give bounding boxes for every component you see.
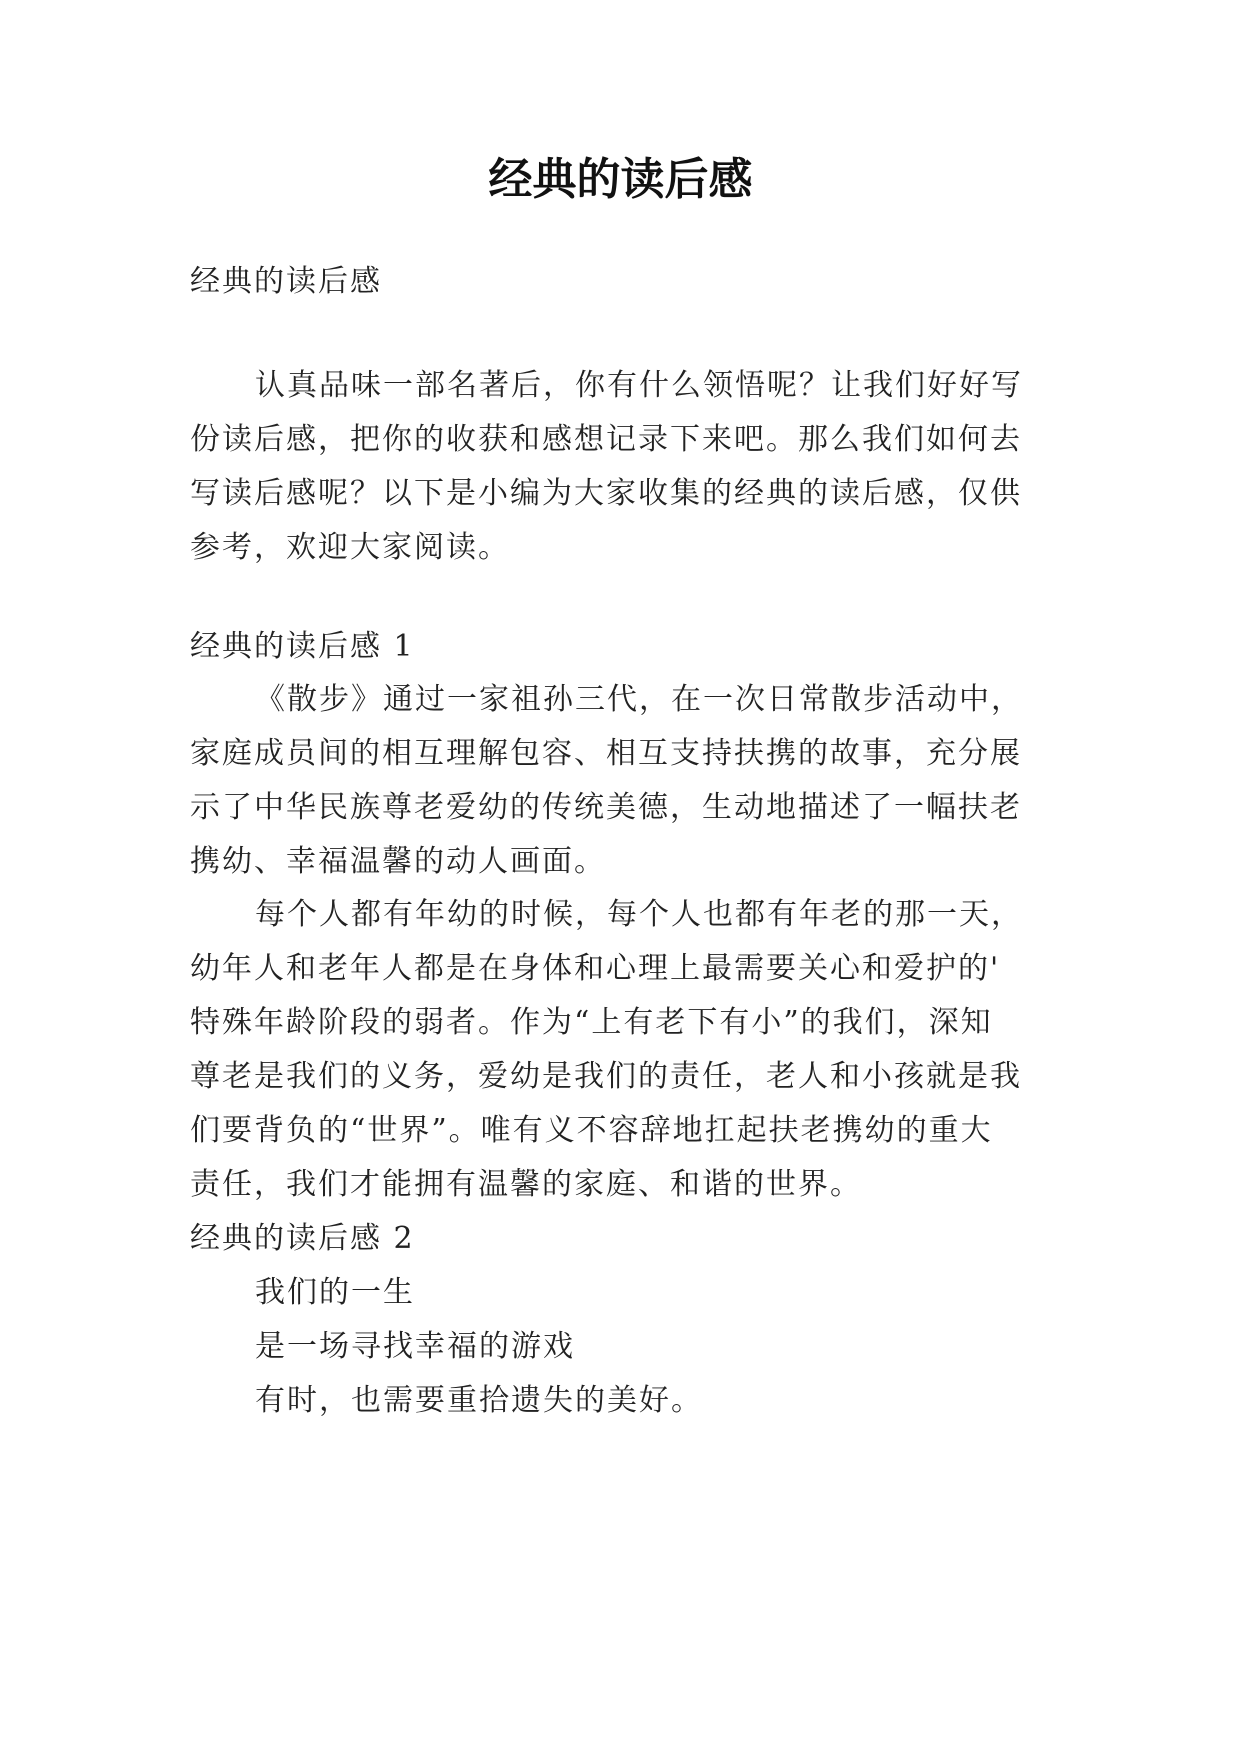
section1-para1-line: 《散步》通过一家祖孙三代，在一次日常散步活动中， [255, 682, 1023, 717]
section1-heading: 经典的读后感 1 [190, 629, 415, 664]
intro-line: 参考，欢迎大家阅读。 [190, 530, 510, 565]
section1-para1-line: 示了中华民族尊老爱幼的传统美德，生动地描述了一幅扶老 [190, 790, 1022, 825]
section2-line: 有时，也需要重拾遗失的美好。 [255, 1383, 703, 1418]
intro-line: 写读后感呢？以下是小编为大家收集的经典的读后感，仅供 [190, 476, 1022, 511]
document-title: 经典的读后感 [488, 154, 753, 205]
section2-line: 我们的一生 [255, 1275, 415, 1310]
section1-para1-line: 家庭成员间的相互理解包容、相互支持扶携的故事，充分展 [190, 736, 1022, 771]
section1-para2-line: 尊老是我们的义务，爱幼是我们的责任，老人和小孩就是我 [190, 1059, 1022, 1094]
intro-line: 认真品味一部名著后，你有什么领悟呢？让我们好好写 [255, 368, 1023, 403]
section1-para2-line: 每个人都有年幼的时候，每个人也都有年老的那一天， [255, 897, 1023, 932]
section1-para2-line: 们要背负的“世界”。唯有义不容辞地扛起扶老携幼的重大 [190, 1113, 993, 1148]
intro-line: 份读后感，把你的收获和感想记录下来吧。那么我们如何去 [190, 422, 1022, 457]
document-subtitle: 经典的读后感 [190, 264, 382, 299]
section1-para2-line: 责任，我们才能拥有温馨的家庭、和谐的世界。 [190, 1167, 862, 1202]
section1-para2-line: 特殊年龄阶段的弱者。作为“上有老下有小”的我们，深知 [190, 1005, 993, 1040]
section2-heading: 经典的读后感 2 [190, 1221, 415, 1256]
section1-para2-line: 幼年人和老年人都是在身体和心理上最需要关心和爱护的' [190, 951, 1001, 986]
section2-line: 是一场寻找幸福的游戏 [255, 1329, 575, 1364]
section1-para1-line: 携幼、幸福温馨的动人画面。 [190, 844, 606, 879]
